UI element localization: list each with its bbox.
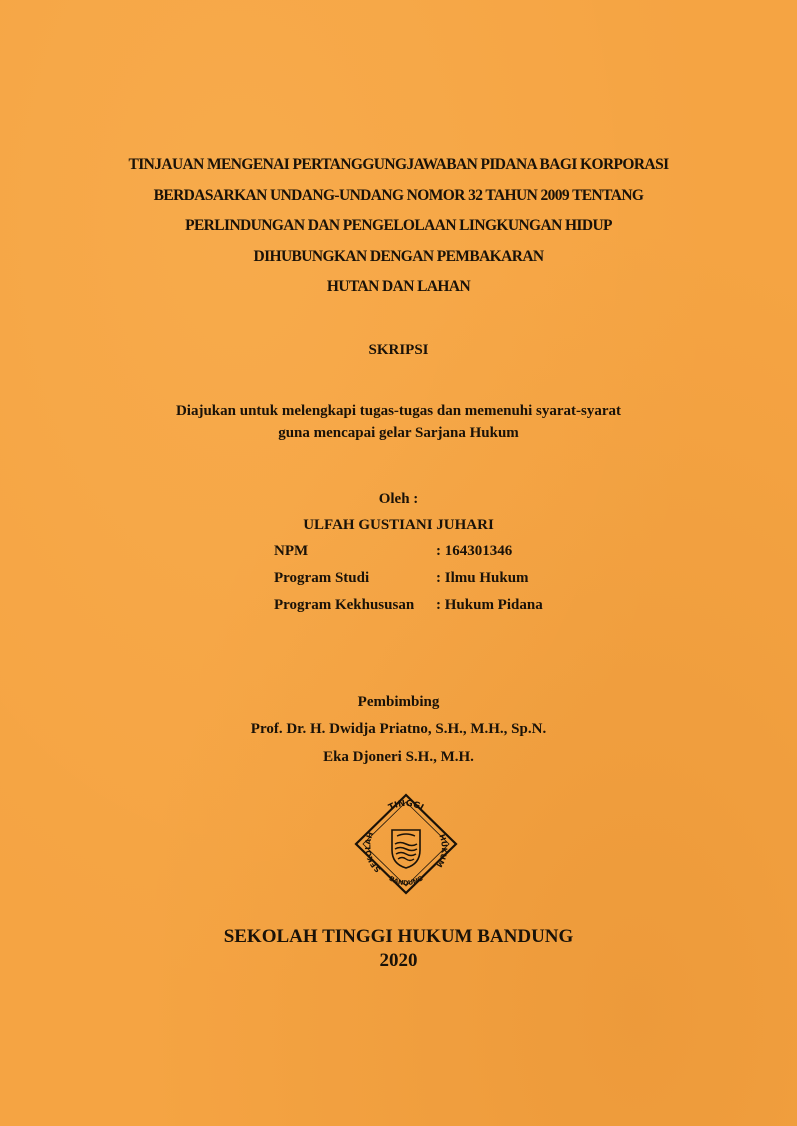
- info-label: Program Kekhususan: [274, 597, 415, 613]
- title-line-4: DIHUBUNGKAN DENGAN PEMBAKARAN: [253, 247, 544, 265]
- info-value: : Hukum Pidana: [436, 597, 543, 613]
- document-type: SKRIPSI: [368, 342, 429, 358]
- seal-right-text: HUKUM: [434, 832, 449, 869]
- submission-year: 2020: [379, 950, 418, 971]
- title-line-3: PERLINDUNGAN DAN PENGELOLAAN LINGKUNGAN HIDUP: [185, 217, 612, 234]
- author-name: ULFAH GUSTIANI JUHARI: [303, 517, 494, 533]
- seal-bottom-text: BANDUNG: [387, 874, 425, 888]
- seal-shield-icon: [392, 830, 420, 868]
- purpose-line-2: guna mencapai gelar Sarjana Hukum: [278, 425, 519, 441]
- info-row-program-kekhususan: [274, 597, 543, 624]
- student-info: [274, 543, 543, 624]
- info-value: : Ilmu Hukum: [436, 570, 529, 586]
- institution-seal-logo: [352, 792, 460, 896]
- seal-left-text: SEKOLAH: [363, 830, 383, 875]
- title-line-5: HUTAN DAN LAHAN: [326, 278, 471, 295]
- svg-text:SEKOLAH: [363, 831, 382, 875]
- purpose-statement: [0, 400, 797, 444]
- svg-text:TINGGI: [387, 799, 425, 813]
- title-line-1: TINJAUAN MENGENAI PERTANGGUNGJAWABAN PIDANA BAGI KORPORASI: [128, 156, 669, 173]
- info-row-program-studi: [274, 570, 543, 597]
- thesis-title: [0, 150, 797, 303]
- advisors-label: Pembimbing: [357, 694, 440, 710]
- info-row-npm: [274, 543, 543, 570]
- seal-top-text: TINGGI: [387, 798, 426, 814]
- info-value: : 164301346: [436, 543, 513, 559]
- info-label: Program Studi: [274, 570, 370, 586]
- institution-name: SEKOLAH TINGGI HUKUM BANDUNG: [223, 926, 574, 947]
- svg-text:HUKUM: [435, 833, 449, 869]
- advisor-2: Eka Djoneri S.H., M.H.: [323, 749, 474, 765]
- title-line-2: BERDASARKAN UNDANG-UNDANG NOMOR 32 TAHUN 2009 TENTANG: [153, 186, 644, 204]
- by-label: Oleh :: [378, 491, 419, 507]
- info-label: NPM: [274, 543, 309, 559]
- purpose-line-1: Diajukan untuk melengkapi tugas-tugas dan memenuhi syarat-syarat: [175, 403, 622, 419]
- svg-text:BANDUNG: [388, 874, 425, 887]
- advisor-1: Prof. Dr. H. Dwidja Priatno, S.H., M.H., Sp.N.: [250, 721, 547, 737]
